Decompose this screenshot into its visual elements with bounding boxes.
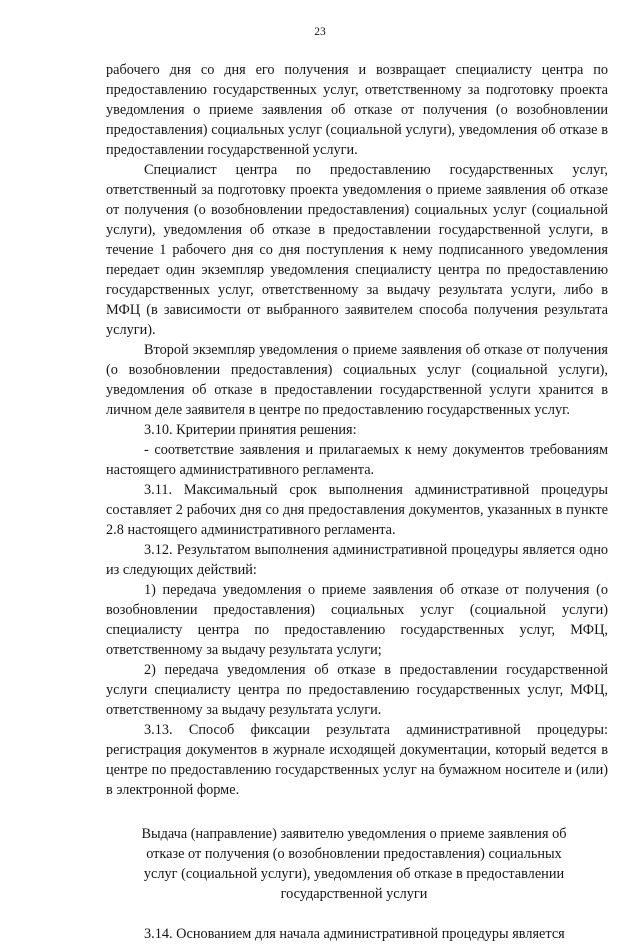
paragraph-3-12-item-1: 1) передача уведомления о приеме заявления об отказе от получения (о возобновлении предоставления) социальных услуг (социальной услуги) специалисту центра по предоставлению государственных услуг, МФЦ, ответственному за выдачу результата услуги; [106, 582, 608, 658]
paragraph-2: Специалист центра по предоставлению государственных услуг, ответственный за подготовку проекта уведомления о приеме заявления об отказе от получения (о возобновлении предоставления) социальных услуг (социальной услуги), уведомления об отказе в предоставлении государственной услуги, в течение 1 рабочего дня со дня поступления к нему подписанного уведомления передает один экземпляр уведомления специалисту центра по предоставлению государственных услуг, ответственному за выдачу результата услуги, либо в МФЦ (в зависимости от выбранного заявителем способа получения результата услуги). [106, 162, 608, 338]
document-body [106, 60, 608, 944]
section-heading: Выдача (направление) заявителю уведомления о приеме заявления об отказе от получения (о возобновлении предоставления) социальных услуг (социальной услуги), уведомления об отказе в предоставлении государственной услуги [141, 826, 567, 902]
paragraph-3-10-criteria: - соответствие заявления и прилагаемых к нему документов требованиям настоящего административного регламента. [106, 442, 608, 478]
paragraph-3-13: 3.13. Способ фиксации результата административной процедуры: регистрация документов в журнале исходящей документации, который ведется в центре по предоставлению государственных услуг на бумажном носителе и (или) в электронной форме. [106, 722, 608, 798]
page-number: 23 [314, 26, 326, 38]
paragraph-3-12-item-2: 2) передача уведомления об отказе в предоставлении государственной услуги специалисту центра по предоставлению государственных услуг, МФЦ, ответственному за выдачу результата услуги. [106, 662, 608, 718]
paragraph-3-10: 3.10. Критерии принятия решения: [144, 422, 357, 438]
paragraph-3-12: 3.12. Результатом выполнения административной процедуры является одно из следующих действий: [106, 542, 608, 578]
paragraph-3: Второй экземпляр уведомления о приеме заявления об отказе от получения (о возобновлении предоставления) социальных услуг (социальной услуги), уведомления об отказе в предоставлении государственной услуги хранится в личном деле заявителя в центре по предоставлению государственных услуг. [106, 342, 608, 418]
paragraph-3-11: 3.11. Максимальный срок выполнения административной процедуры составляет 2 рабочих дня со дня предоставления документов, указанных в пункте 2.8 настоящего административного регламента. [106, 482, 608, 538]
paragraph-3-14: 3.14. Основанием для начала административной процедуры является [144, 926, 565, 942]
paragraph-1: рабочего дня со дня его получения и возвращает специалисту центра по предоставлению государственных услуг, ответственному за подготовку проекта уведомления о приеме заявления об отказе от получения (о возобновлении предоставления) социальных услуг (социальной услуги), уведомления об отказе в предоставлении государственной услуги. [106, 62, 608, 158]
